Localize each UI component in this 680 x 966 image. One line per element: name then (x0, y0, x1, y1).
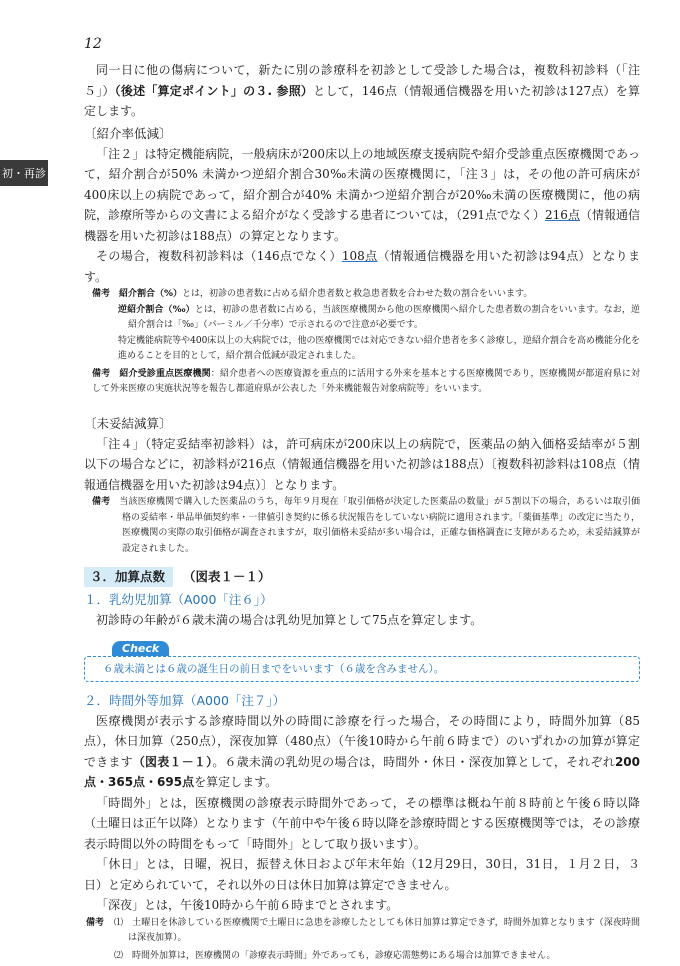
intro-ref: （後述「算定ポイント」の３. 参照） (114, 83, 314, 98)
sub2-note-item-1: ⑴ 土曜日を休診している医療機関で土曜日に急患を診療したとしても休日加算は算定できず，時間外加算となります（深夜時間は深夜加算）。 (114, 917, 640, 943)
check-label: Check (112, 641, 169, 656)
note-label: 備考 (92, 497, 111, 507)
sub2-note (84, 916, 640, 965)
sub2-heading: ２．時間外等加算（A000「注７」） (84, 692, 286, 708)
note-text: とは，初診の患者数に占める，当該医療機関から他の医療機関へ紹介した患者数の割合をいいます。なお，逆紹介割合は「‰」（パーミル／千分率）で示されるので注意が必要です。 (128, 304, 640, 330)
sub2-paragraph-2: 「時間外」とは，医療機関の診療表示時間外であって，その標準は概ね午前８時前と午後６時以降（土曜日は正午以降）となります（午前中や午後６時以降を診療時間とする医療機関等では，その診療表示時間以外の時間をもって「時間外」として取り扱います）。 (84, 795, 640, 851)
section-3-number: ３．加算点数 (84, 567, 173, 587)
note-text: とは，初診の患者数に占める紹介患者数と救急患者数を合わせた数の割合をいいます。 (182, 289, 533, 299)
page-number: 12 (84, 36, 102, 52)
check-text: ６歳未満とは６歳の誕生日の前日までをいいます（６歳を含みません）。 (84, 656, 640, 682)
sub2-p1-text: 医療機関が表示する診療時間以外の時間に診療を行った場合，その時間により，時間外加算（85点），休日加算（250点），深夜加算（480点）（午後10時から午前６時まで）のいずれかの加算が算定できます (84, 713, 640, 769)
sub2-paragraph-1 (84, 711, 640, 793)
shoukai-note-2 (84, 303, 640, 334)
note-label: 備考 (86, 917, 105, 928)
note-text: 当該医療機関で購入した医薬品のうち，毎年９月現在「取引価格が決定した医薬品の数量」が５割以下の場合，あるいは取引価格の妥結率・単品単価契約率・一律値引き契約に係る状況報告をしていない病院に適用されます。「薬価基準」の改定に当たり，医療機関の実際の取引価格が調査されますが，取引価格未妥結が多い場合は，正確な価格調査に支障があるため，未妥結減算が設定されました。 (119, 497, 640, 554)
shoukai-note-3: 特定機能病院等や400床以上の大病院では，他の医療機関では対応できない紹介患者を多く診療し，逆紹介割合を高め機能分化を進めることを目的として，紹介割合低減が設定されました。 (118, 335, 640, 361)
shoukai-heading: 〔紹介率低減〕 (84, 125, 172, 141)
shoukai-p1-rest: （情報通信機器を用いた初診は188点）の算定となります。 (84, 208, 641, 243)
section-3-ref: （図表１－１） (183, 569, 271, 584)
sub1-paragraph: 初診時の年齢が６歳未満の場合は乳幼児加算として75点を算定します。 (96, 613, 483, 627)
shoukai-note-4 (84, 367, 640, 398)
section-3-heading (84, 567, 640, 587)
note-text: ：紹介患者への医療資源を重点的に活用する外来を基本とする医療機関であり，医療機関が都道府県に対して外来医療の実施状況等を報告し都道府県が公表した「外来機能報告対象病院等」をいいます。 (92, 368, 640, 394)
shoukai-note-1 (84, 287, 640, 303)
shoukai-paragraph-1 (84, 144, 640, 247)
mikatsu-note (84, 495, 640, 557)
shoukai-p2-rest: （情報通信機器を用いた初診は94点）となります。 (84, 249, 641, 284)
shoukai-p2-text: その場合，複数科初診料は（146点でなく） (96, 249, 342, 263)
note-label: 備考 紹介割合（%） (92, 289, 183, 299)
note-label: 備考 紹介受診重点医療機関 (92, 368, 211, 379)
mikatsu-paragraph: 「注４」（特定妥結率初診料）は，許可病床が200床以上の病院で，医薬品の納入価格妥結率が５割以下の場合などに，初診料が216点（情報通信機器を用いた初診は188点）〔複数科初診料は108点（情報通信機器を用いた初診は94点）〕となります。 (84, 436, 640, 492)
sub2-p1-text-2: 。６歳未満の乳幼児の場合は，時間外・休日・深夜加算として，それぞれ (212, 754, 615, 769)
sub2-paragraph-3: 「休日」とは，日曜，祝日，振替え休日および年末年始（12月29日，30日，31日，１月２日，３日）と定められていて，それ以外の日は休日加算は算定できません。 (84, 857, 640, 892)
shoukai-p2-underlined: 108点 (341, 249, 378, 263)
note-label: 逆紹介割合（‰） (118, 304, 195, 315)
shoukai-p1-text: 「注２」は特定機能病院，一般病床が200床以上の地域医療支援病院や紹介受診重点医療機関であって，紹介割合が50% 未満かつ逆紹介割合30‰未満の医療機関に，「注３」は，その他の許可病床が400床以上の病院であって，紹介割合が40% 未満かつ逆紹介割合が20‰未満の医療機関に，他の病院，診療所等からの文書による紹介がなく受診する患者については，（291点でなく） (84, 146, 640, 222)
sub2-p1-ref: （図表１－１） (132, 754, 213, 769)
sub2-note-items (114, 916, 640, 965)
shoukai-paragraph-2 (84, 246, 640, 287)
mikatsu-heading: 〔未妥結減算〕 (84, 415, 172, 431)
check-box (84, 637, 640, 682)
sub2-p1-points: 200点・365点・695点 (84, 754, 640, 789)
sub2-p1-text-3: を算定します。 (194, 775, 278, 789)
intro-text-3: として，146点（情報通信機器を用いた初診は127点）を算定します。 (84, 83, 640, 118)
intro-text-1: 同一日に他の傷病について，新たに別の診療科を初診として受診した場合は，複数科初診料（「注５」） (84, 63, 640, 98)
sub2-paragraph-4: 「深夜」とは，午後10時から午前６時までとされます。 (96, 898, 399, 912)
page-content (84, 60, 640, 964)
side-tab: 初・再診 (0, 160, 48, 186)
shoukai-p1-underlined: 216点 (545, 208, 580, 222)
sub1-heading: １．乳幼児加算（A000「注６」） (84, 592, 273, 607)
intro-paragraph (84, 60, 640, 122)
sub2-note-item-2: ⑵ 時間外加算は，医療機関の「診療表示時間」外であっても，診療応需態勢にある場合は加算できません。 (114, 950, 556, 961)
